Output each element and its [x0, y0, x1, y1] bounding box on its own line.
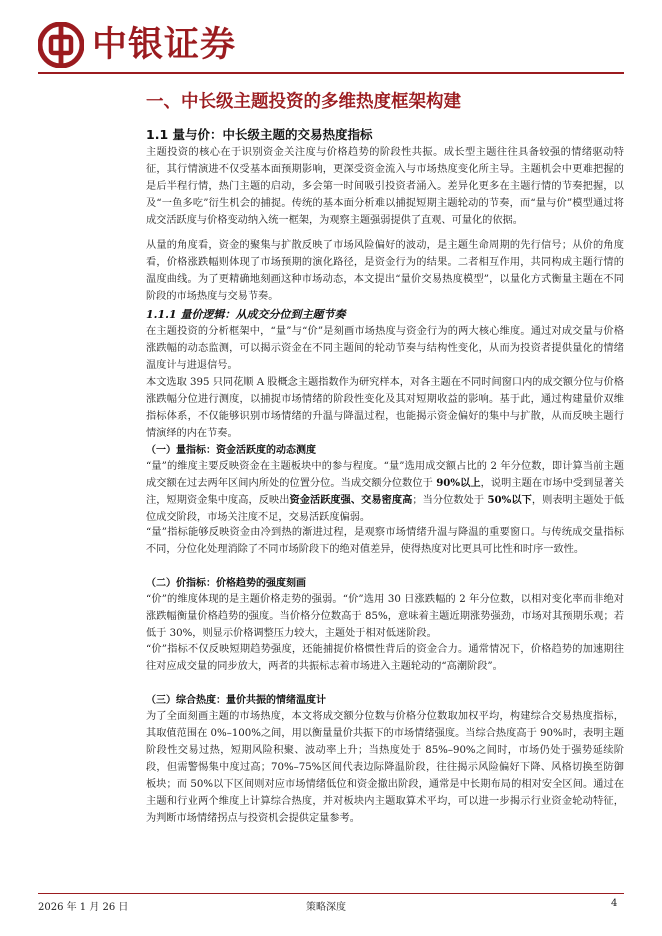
paragraph-volume-price: 从量的角度看，资金的聚集与扩散反映了市场风险偏好的波动，是主题生命周期的先行信号；从价的角度看，价格涨跌幅则体现了市场预期的演化路径，是资金行为的结果。二者相互作用，共同构成主题行情的温度曲线。为了更精确地刻画这种市场动态，本文提出“量价交易热度模型”，以量化方式衡量主题在不同阶段的市场热度与交易节奏。 — [146, 240, 624, 302]
subheading-volume-indicator: （一）量指标：资金活跃度的动态测度 — [146, 445, 316, 456]
subsection-title: 1.1 量与价：中长级主题的交易热度指标 — [146, 127, 373, 142]
subheading-price-indicator: （二）价指标：价格趋势的强度刻画 — [146, 578, 306, 589]
footer-doc-type: 策略深度 — [306, 902, 346, 913]
paragraph-volume-window: “量”指标能够反映资金由冷到热的渐进过程，是观察市场情绪升温与降温的重要窗口。与传统成交量指标不同，分位化处理消除了不同市场阶段下的绝对值差异，使得热度对比更具可比性和时序一致性。 — [146, 527, 624, 555]
bank-of-china-logo-icon — [38, 22, 84, 68]
brand-name: 中银证券 — [92, 25, 237, 65]
page-number: 4 — [611, 898, 618, 909]
highlight-active-trading: 资金活跃度强、交易密度高 — [289, 494, 413, 506]
paragraph-volume-definition — [146, 458, 624, 526]
footer-rule — [38, 893, 624, 894]
footer-date: 2026 年 1 月 26 日 — [38, 902, 129, 913]
subheading-composite-heat: （三）综合热度：量价共振的情绪温度计 — [146, 695, 326, 706]
highlight-threshold-low: 50%以下 — [487, 494, 532, 506]
paragraph-price-momentum: “价”指标不仅反映短期趋势强度，还能捕捉价格惯性背后的资金合力。通常情况下，价格趋势的加速期往往对应成交量的同步放大，两者的共振标志着市场进入主题轮动的“高潮阶段”。 — [146, 644, 624, 672]
paragraph-framework: 在主题投资的分析框架中，“量”与“价”是刻画市场热度与资金行为的两大核心维度。通过对成交量与价格涨跌幅的动态监测，可以揭示资金在不同主题间的轮动节奏与结构性变化，从而为投资者提供量化的情绪温度计与进退信号。 — [146, 326, 624, 371]
subsubsection-title: 1.1.1 量价逻辑：从成交分位到主题节奏 — [146, 308, 346, 321]
paragraph-sample: 本文选取 395 只同花顺 A 股概念主题指数作为研究样本，对各主题在不同时间窗口内的成交额分位与价格涨跌幅分位进行测度，以捕捉市场情绪的阶段性变化及其对短期收益的影响。基于此，通过构建量价双维指标体系，不仅能够识别市场情绪的升温与降温过程，也能揭示资金偏好的集中与扩散，从而反映主题行情演绎的内在节奏。 — [146, 377, 624, 439]
header-rule — [38, 72, 624, 74]
page-header — [38, 22, 626, 70]
text-run: ；当分位数处于 — [412, 495, 488, 506]
paragraph-composite-heat: 为了全面刻画主题的市场热度，本文将成交额分位数与价格分位数取加权平均，构建综合交易热度指标，其取值范围在 0%–100%之间，用以衡量量价共振下的市场情绪强度。当综合热度高于 90%时，表明主题阶段性交易过热，短期风险积聚、波动率上升；当热度处于 85%–90%之间时，市场仍处于强势延续阶段，但需警惕集中度过高；70%–75%区间代表边际降温阶段，往往揭示风险偏好下降、风格切换至防御板块；而 50%以下区间则对应市场情绪低位和资金撤出阶段，通常是中长期布局的相对安全区间。通过在主题和行业两个维度上计算综合热度，并对板块内主题取算术平均，可以进一步揭示行业资金轮动特征，为判断市场情绪拐点与投资机会提供定量参考。 — [146, 711, 624, 824]
text-run: “量”的维度主要反映资金在主题板块中的参与程度。“量”选用成交额占比的 2 年分位数，即计算当前主题成交额在过去两年区间内所处的位置分位。当成交额分位数位于 — [146, 461, 624, 489]
paragraph-price-definition: “价”的维度体现的是主题价格走势的强弱。“价”选用 30 日涨跌幅的 2 年分位数，以相对变化率而非绝对涨跌幅衡量价格趋势的强度。当价格分位数高于 85%，意味着主题近期涨势强劲，市场对其预期乐观；若低于 30%，则显示价格调整压力较大，主题处于相对低迷阶段。 — [146, 594, 624, 639]
text-run: ，则表明主题处于低位成交阶段，市场关注度不足，交易活跃度偏弱。 — [146, 495, 625, 523]
text-run: ，说明主题在市场中受到显著关注，短期资金集中度高，反映出 — [146, 478, 624, 506]
highlight-threshold-high: 90%以上 — [436, 477, 481, 489]
paragraph-intro: 主题投资的核心在于识别资金关注度与价格趋势的阶段性共振。成长型主题往往具备较强的情绪驱动特征，其行情演进不仅受基本面预期影响，更深受资金流入与市场热度变化所主导。主题机会中更难把握的是后半程行情，热门主题的启动，多会第一时间吸引投资者涌入。差异化更多在主题行情的节奏把握，以及“一鱼多吃”衍生机会的捕捉。传统的基本面分析难以捕捉短期主题轮动的节奏，而“量与价”模型通过将成交活跃度与价格变动纳入统一框架，为观察主题强弱提供了直观、可量化的依据。 — [146, 147, 624, 226]
section-title: 一、中长级主题投资的多维热度框架构建 — [146, 92, 461, 112]
